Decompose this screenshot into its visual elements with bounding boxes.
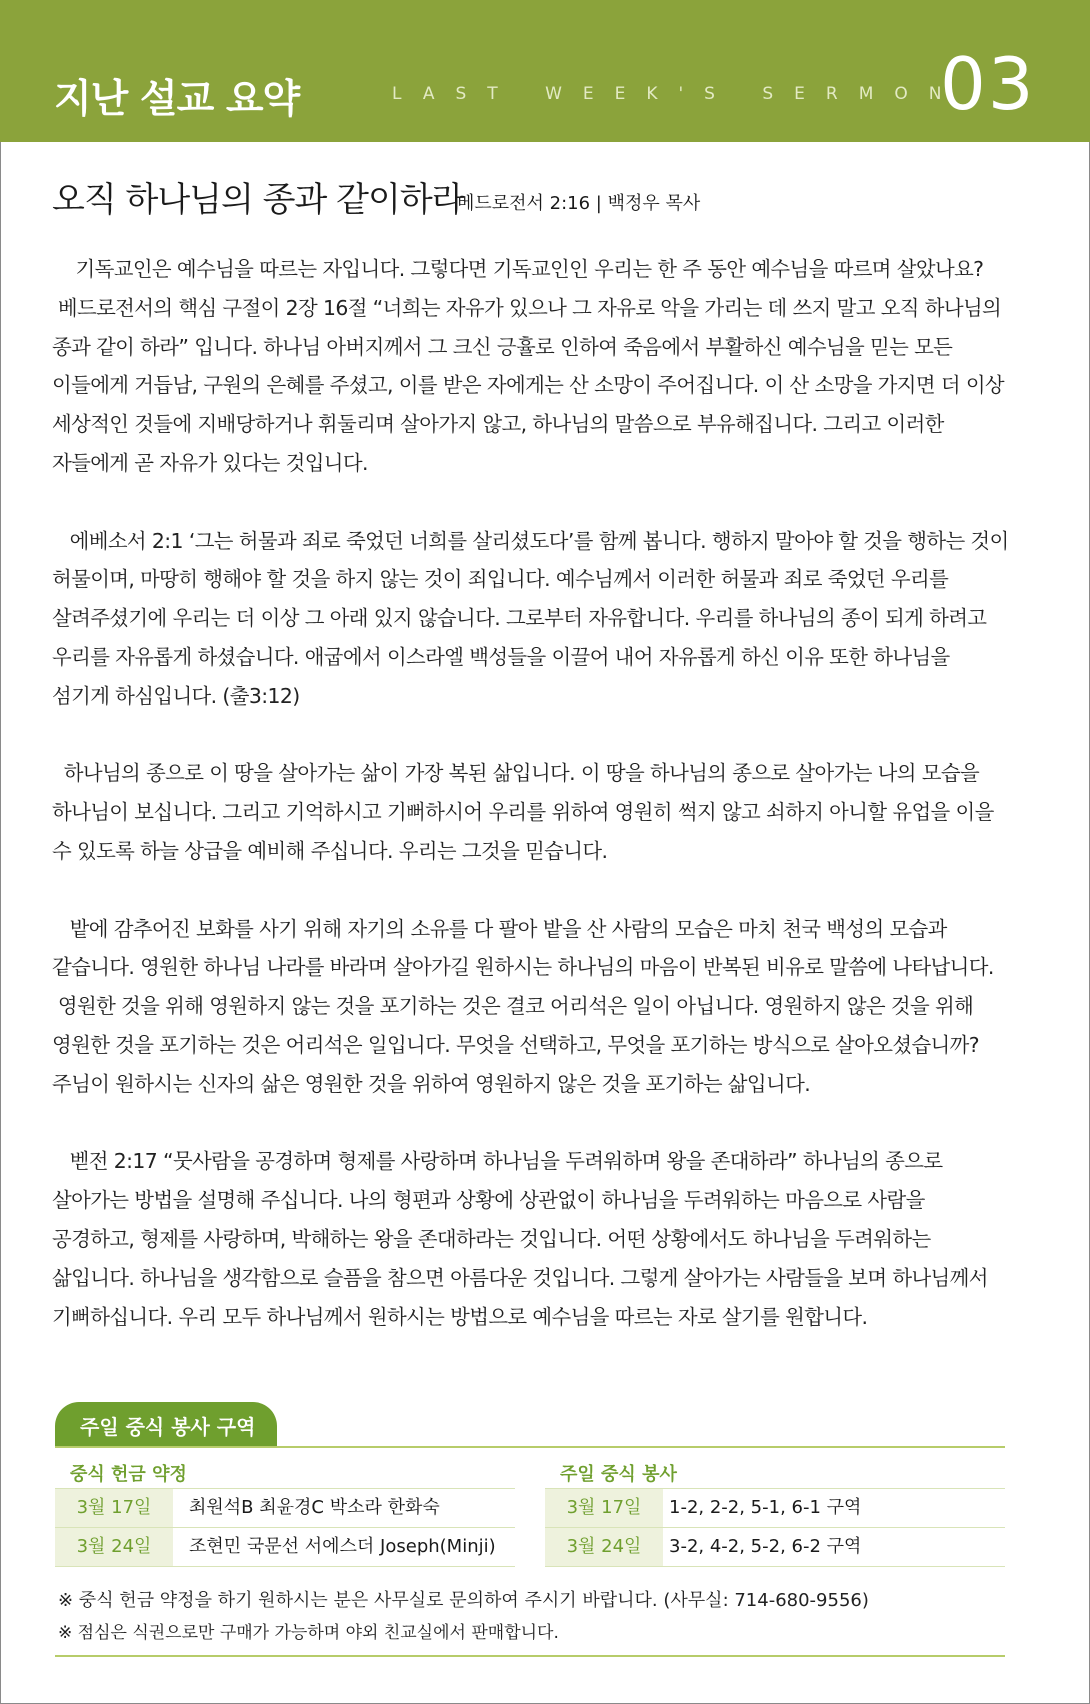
section-subtitle: LAST WEEK'S SERMON [392,84,963,104]
offering-date: 3월 17일 [55,1489,173,1527]
table-row [545,1528,1005,1567]
paragraph-line: 벧전 2:17 “뭇사람을 공경하며 형제를 사랑하며 하나님을 두려워하며 왕을 존대하라” 하나님의 종으로 [52,1149,943,1174]
paragraph-line: 우리를 자유롭게 하셨습니다. 애굽에서 이스라엘 백성들을 이끌어 내어 자유롭게 하신 이유 또한 하나님을 [52,644,950,669]
paragraph-line: 영원한 것을 포기하는 것은 어리석은 일입니다. 무엇을 선택하고, 무엇을 포기하는 방식으로 살아오셨습니까? [52,1032,979,1057]
sermon-paragraph [52,910,1024,1104]
section-header [0,0,1090,142]
lunch-date: 3월 24일 [545,1528,663,1566]
paragraph-line: 살려주셨기에 우리는 더 이상 그 아래 있지 않습니다. 그로부터 자유합니다. 우리를 하나님의 종이 되게 하려고 [52,606,987,631]
paragraph-line: 살아가는 방법을 설명해 주십니다. 나의 형편과 상황에 상관없이 하나님을 두려워하는 마음으로 사람을 [52,1188,925,1213]
bottom-divider [55,1655,1005,1657]
sermon-reference: 베드로전서 2:16 | 백정우 목사 [457,193,701,214]
paragraph-line: 섬기게 하심입니다. (출3:12) [52,683,300,708]
paragraph-line: 수 있도록 하늘 상급을 예비해 주십니다. 우리는 그것을 믿습니다. [52,838,608,863]
service-tab [55,1402,277,1447]
paragraph-line: 기독교인은 예수님을 따르는 자입니다. 그렇다면 기독교인인 우리는 한 주 동안 예수님을 따르며 살았나요? [52,257,984,281]
paragraph-line: 주님이 원하시는 신자의 삶은 영원한 것을 위하여 영원하지 않은 것을 포기하는 삶입니다. [52,1071,811,1096]
note-lunch: ※ 점심은 식권으로만 구매가 가능하며 야외 친교실에서 판매합니다. [58,1623,559,1643]
lunch-heading: 주일 중식 봉사 [560,1464,677,1485]
paragraph-line: 하나님의 종으로 이 땅을 살아가는 삶이 가장 복된 삶입니다. 이 땅을 하나님의 종으로 살아가는 나의 모습을 [52,761,980,786]
paragraph-line: 이들에게 거듭남, 구원의 은혜를 주셨고, 이를 받은 자에게는 산 소망이 주어집니다. 이 산 소망을 가지면 더 이상 [52,373,1005,398]
paragraph-line: 공경하고, 형제를 사랑하며, 박해하는 왕을 존대하라는 것입니다. 어떤 상황에서도 하나님을 두려워하는 [52,1226,931,1251]
paragraph-line: 삶입니다. 하나님을 생각함으로 슬픔을 참으면 아름다운 것입니다. 그렇게 살아가는 사람들을 보며 하나님께서 [52,1265,988,1290]
offering-heading: 중식 헌금 약정 [70,1464,187,1485]
table-row [55,1528,515,1567]
service-divider [55,1446,1005,1448]
sermon-body [52,250,1024,1375]
paragraph-line: 에베소서 2:1 ‘그는 허물과 죄로 죽었던 너희를 살리셨도다’를 함께 봅니다. 행하지 말아야 할 것을 행하는 것이 [52,528,1009,553]
sermon-paragraph [52,1142,1024,1336]
section-title: 지난 설교 요약 [54,77,300,122]
paragraph-line: 밭에 감추어진 보화를 사기 위해 자기의 소유를 다 팔아 밭을 산 사람의 모습은 마치 천국 백성의 모습과 [52,916,947,941]
paragraph-line: 같습니다. 영원한 하나님 나라를 바라며 살아가길 원하시는 하나님의 마음이 반복된 비유로 말씀에 나타납니다. [52,955,994,980]
sermon-title: 오직 하나님의 종과 같이하라 [52,180,464,220]
paragraph-line: 자들에게 곧 자유가 있다는 것입니다. [52,450,368,475]
paragraph-line: 종과 같이 하라” 입니다. 하나님 아버지께서 그 크신 긍휼로 인하여 죽음에서 부활하신 예수님을 믿는 모든 [52,334,953,359]
service-tab-label: 주일 중식 봉사 구역 [80,1415,256,1439]
offering-names: 최원석B 최윤경C 박소라 한화숙 [189,1497,440,1518]
offering-date: 3월 24일 [55,1528,173,1566]
sermon-paragraph [52,522,1024,716]
paragraph-line: 베드로전서의 핵심 구절이 2장 16절 “너희는 자유가 있으나 그 자유로 악을 가리는 데 쓰지 말고 오직 하나님의 [52,295,1002,320]
sermon-paragraph [52,754,1024,870]
paragraph-line: 세상적인 것들에 지배당하거나 휘둘리며 살아가지 않고, 하나님의 말씀으로 부유해집니다. 그리고 이러한 [52,412,944,437]
paragraph-line: 허물이며, 마땅히 행해야 할 것을 하지 않는 것이 죄입니다. 예수님께서 이러한 허물과 죄로 죽었던 우리를 [52,567,949,592]
note-offering: ※ 중식 헌금 약정을 하기 원하시는 분은 사무실로 문의하여 주시기 바랍니다. (사무실: 714-680-9556) [58,1590,869,1611]
paragraph-line: 기뻐하십니다. 우리 모두 하나님께서 원하시는 방법으로 예수님을 따르는 자로 살기를 원합니다. [52,1304,868,1329]
lunch-groups: 3-2, 4-2, 5-2, 6-2 구역 [669,1536,862,1557]
paragraph-line: 영원한 것을 위해 영원하지 않는 것을 포기하는 것은 결코 어리석은 일이 아닙니다. 영원하지 않은 것을 위해 [52,994,974,1019]
offering-names: 조현민 국문선 서에스더 Joseph(Minji) [189,1536,496,1557]
lunch-date: 3월 17일 [545,1489,663,1527]
sermon-paragraph [52,250,1024,483]
lunch-groups: 1-2, 2-2, 5-1, 6-1 구역 [669,1497,862,1518]
table-row [55,1489,515,1528]
paragraph-line: 하나님이 보십니다. 그리고 기억하시고 기뻐하시어 우리를 위하여 영원히 썩지 않고 쇠하지 아니할 유업을 이을 [52,800,994,825]
page-number: 03 [940,42,1036,126]
table-row [545,1489,1005,1528]
